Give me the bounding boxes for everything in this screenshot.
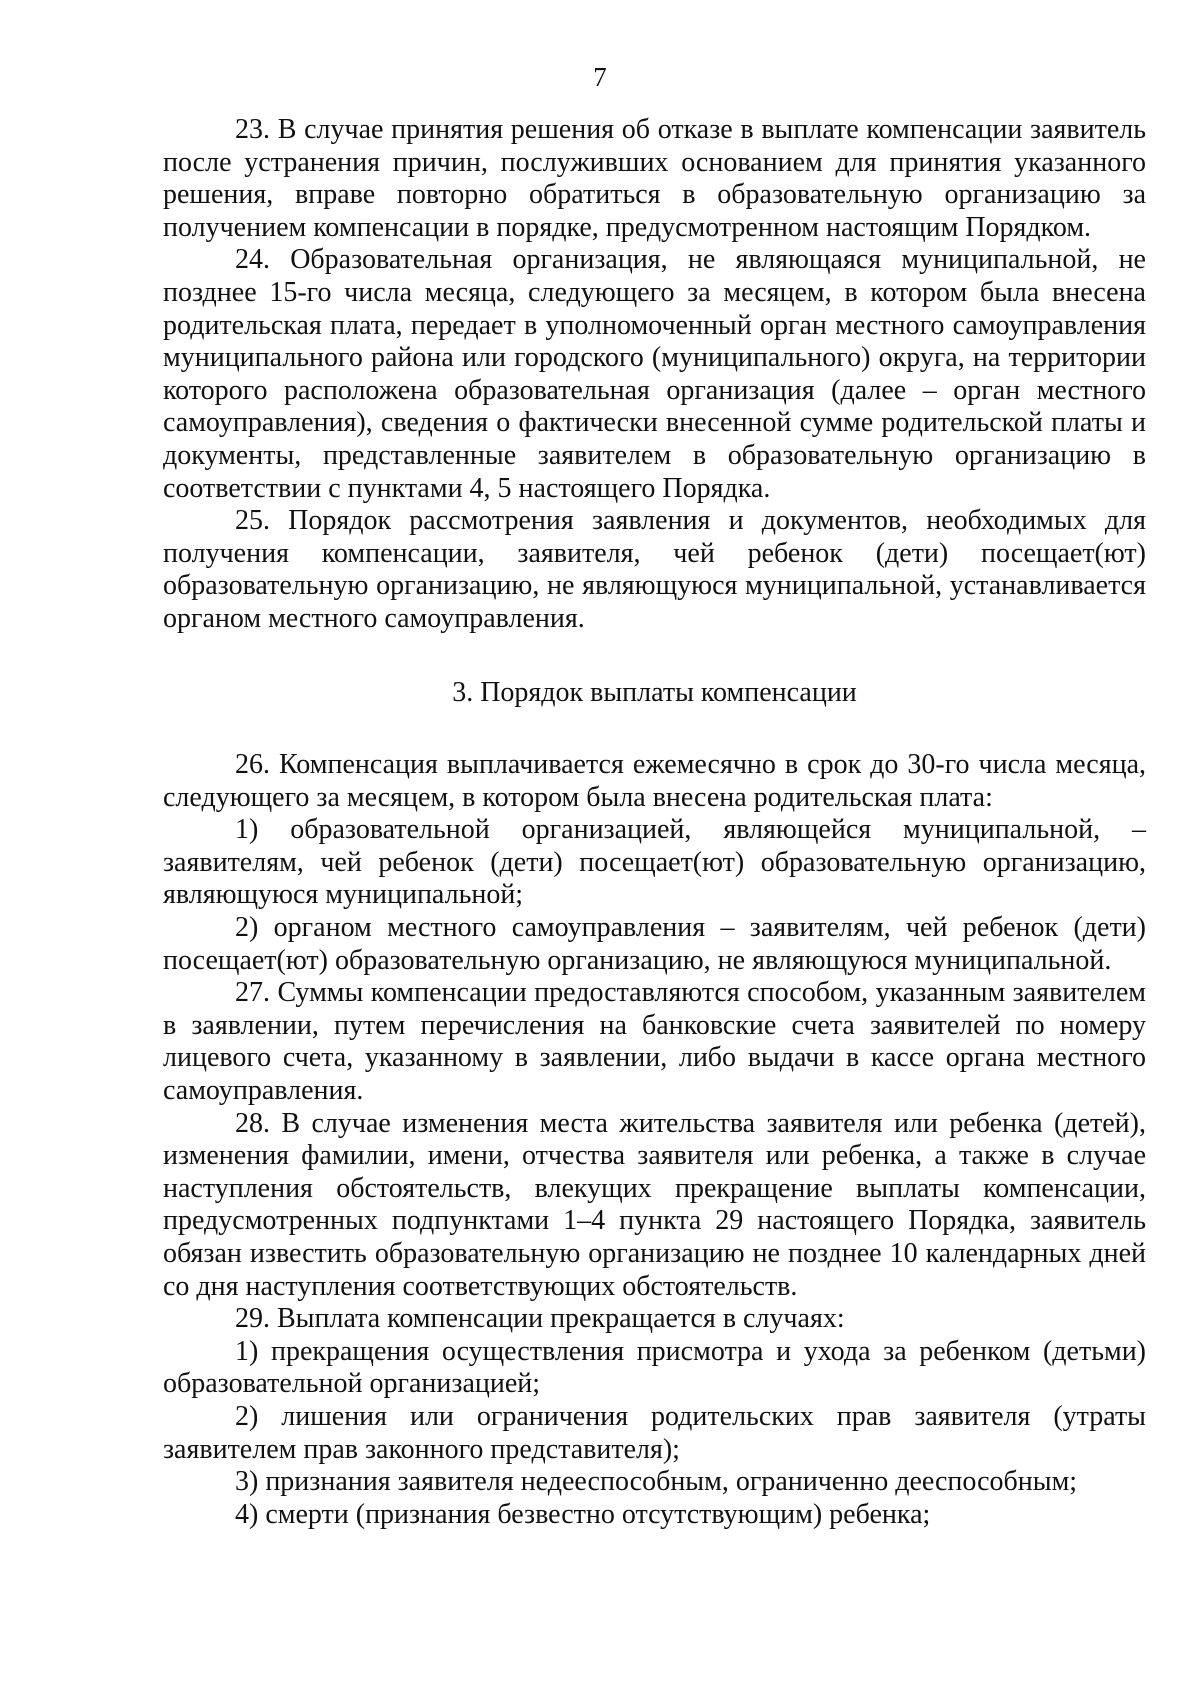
paragraph-29: 29. Выплата компенсации прекращается в случаях: — [235, 1303, 845, 1335]
paragraph-29-item-2: 2) лишения или ограничения родительских прав заявителя (утраты заявителем прав законного представителя); — [163, 1400, 1146, 1465]
page-number: 7 — [593, 62, 607, 92]
paragraph-25: 25. Порядок рассмотрения заявления и документов, необходимых для получения компенсации, заявителя, чей ребенок (дети) посещает(ют) образовательную организацию, не являющуюся муниципальной, устанавливается органом местного самоуправления. — [163, 505, 1146, 634]
paragraph-27: 27. Суммы компенсации предоставляются способом, указанным заявителем в заявлении, путем перечисления на банковские счета заявителей по номеру лицевого счета, указанному в заявлении, либо выдачи в кассе органа местного самоуправления. — [163, 977, 1146, 1107]
paragraph-29-item-1: 1) прекращения осуществления присмотра и ухода за ребенком (детьми) образовательной организацией; — [163, 1335, 1146, 1400]
paragraph-24: 24. Образовательная организация, не являющаяся муниципальной, не позднее 15-го числа месяца, следующего за месяцем, в котором была внесена родительская плата, передает в уполномоченный орган местного самоуправления муниципального района или городского (муниципального) округа, на территории которого расположена образовательная организация (далее – орган местного самоуправления), сведения о фактически внесенной сумме родительской платы и документы, представленные заявителем в образовательную организацию в соответствии с пунктами 4, 5 настоящего Порядка. — [163, 244, 1146, 504]
paragraph-29-item-4: 4) смерти (признания безвестно отсутствующим) ребенка; — [235, 1498, 931, 1530]
paragraph-26-item-1: 1) образовательной организацией, являющейся муниципальной, – заявителям, чей ребенок (дети) посещает(ют) образовательную организацию, являющуюся муниципальной; — [163, 814, 1146, 911]
paragraph-26: 26. Компенсация выплачивается ежемесячно в срок до 30-го числа месяца, следующего за месяцем, в котором была внесена родительская плата: — [163, 749, 1146, 813]
paragraph-29-item-3: 3) признания заявителя недееспособным, ограниченно дееспособным; — [235, 1466, 1078, 1498]
section-heading: 3. Порядок выплаты компенсации — [452, 676, 857, 708]
paragraph-23: 23. В случае принятия решения об отказе в выплате компенсации заявитель после устранения причин, послуживших основанием для принятия указанного решения, вправе повторно обратиться в образовательную организацию за получением компенсации в порядке, предусмотренном настоящим Порядком. — [163, 114, 1146, 243]
paragraph-26-item-2: 2) органом местного самоуправления – заявителям, чей ребенок (дети) посещает(ют) образовательную организацию, не являющуюся муниципальной. — [163, 912, 1146, 976]
document-body — [163, 114, 1146, 1531]
paragraph-28: 28. В случае изменения места жительства заявителя или ребенка (детей), изменения фамилии, имени, отчества заявителя или ребенка, а также в случае наступления обстоятельств, влекущих прекращение выплаты компенсации, предусмотренных подпунктами 1–4 пункта 29 настоящего Порядка, заявитель обязан известить образовательную организацию не позднее 10 календарных дней со дня наступления соответствующих обстоятельств. — [163, 1107, 1146, 1302]
